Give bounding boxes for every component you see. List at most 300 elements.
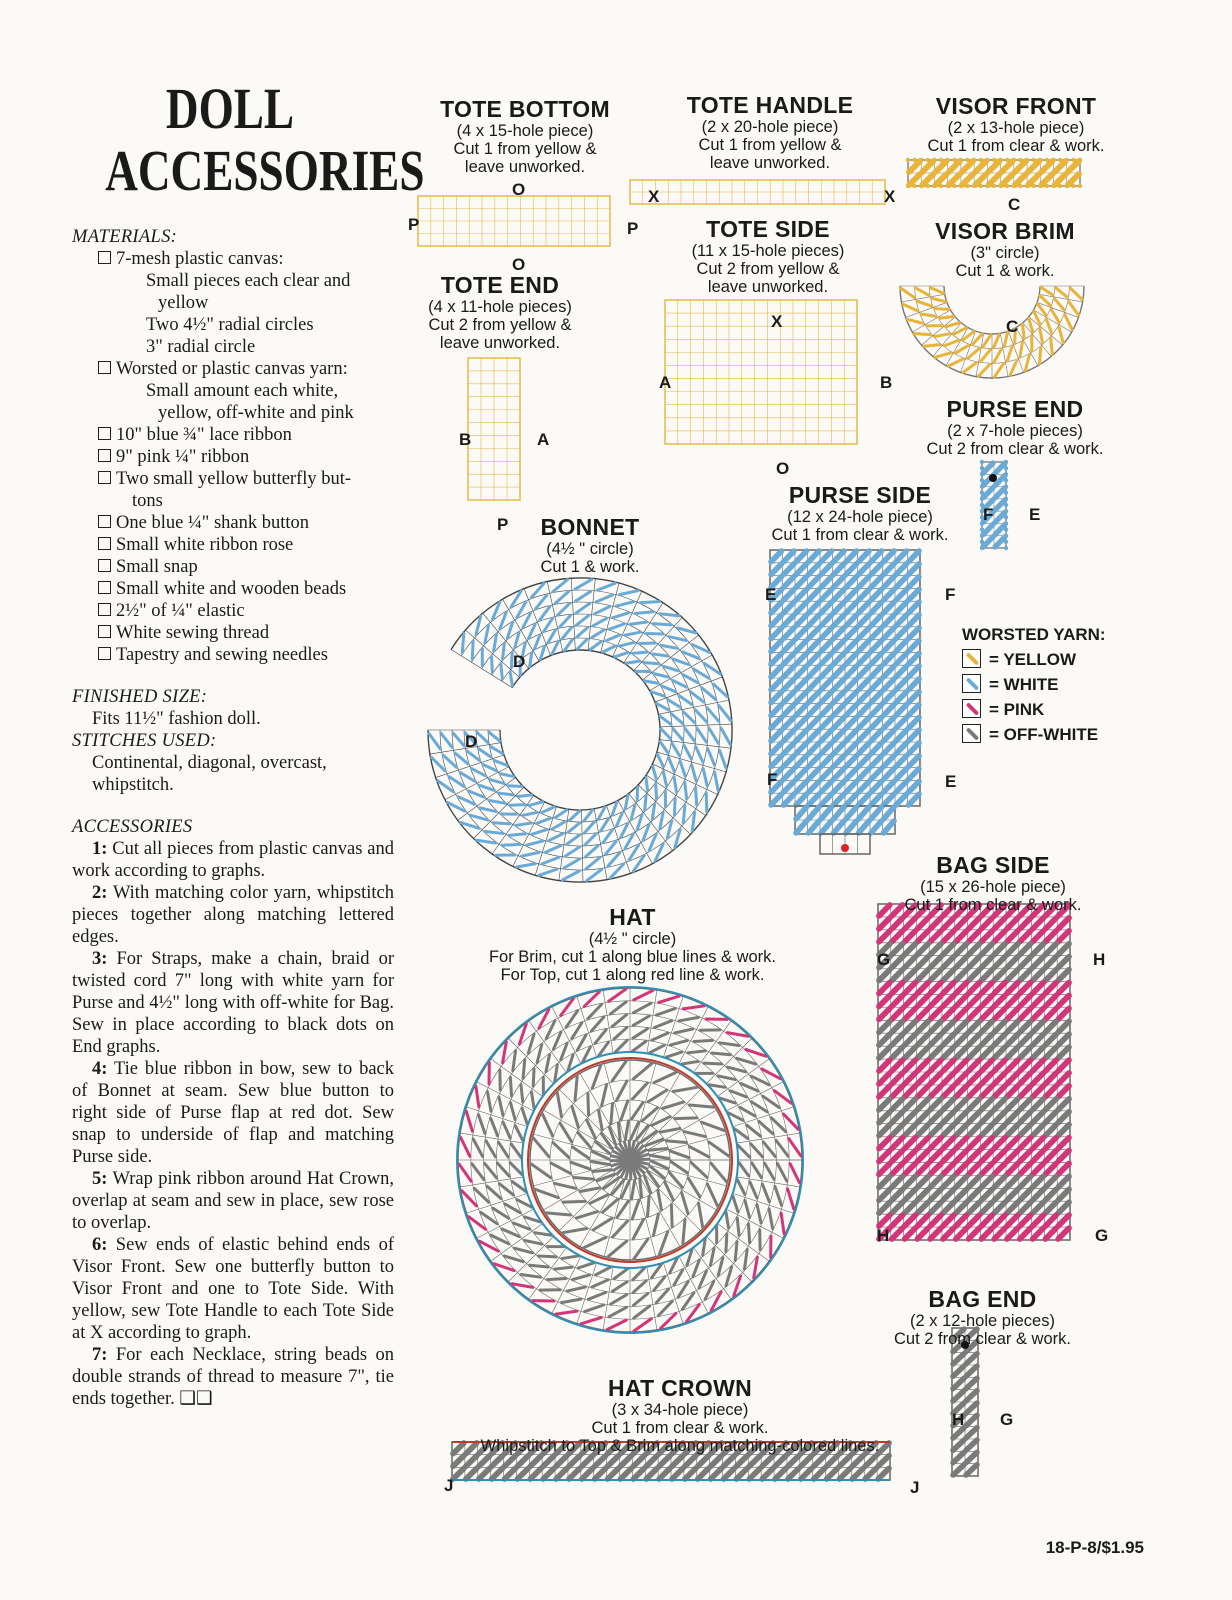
stitch bbox=[552, 822, 565, 829]
stitch bbox=[846, 641, 857, 652]
stitch bbox=[522, 852, 540, 856]
stitch bbox=[441, 733, 452, 747]
stitch bbox=[821, 564, 832, 575]
stitch bbox=[809, 794, 820, 805]
stitch bbox=[884, 756, 895, 767]
stitch bbox=[892, 1047, 903, 1058]
stitch bbox=[752, 1163, 762, 1178]
overcast-stitch bbox=[998, 184, 1002, 188]
stitch bbox=[879, 1034, 890, 1045]
stitch bbox=[1028, 174, 1039, 185]
stitch bbox=[1007, 1086, 1018, 1097]
stitch bbox=[884, 679, 895, 690]
stitch bbox=[750, 1182, 757, 1198]
stitch bbox=[669, 1172, 682, 1187]
stitch bbox=[455, 753, 468, 764]
stitch bbox=[650, 1045, 665, 1053]
stitch bbox=[784, 705, 795, 716]
stitch bbox=[896, 730, 907, 741]
stitch bbox=[1040, 347, 1041, 363]
stitch bbox=[943, 1215, 954, 1226]
stitch bbox=[905, 1151, 916, 1162]
stitch bbox=[981, 1125, 992, 1136]
spoke-line bbox=[477, 1082, 534, 1111]
stitch bbox=[917, 1008, 928, 1019]
overcast-stitch bbox=[985, 184, 989, 188]
stitch bbox=[508, 786, 522, 787]
stitch bbox=[535, 1233, 551, 1236]
stitch bbox=[871, 615, 882, 626]
stitch bbox=[922, 161, 933, 172]
stitch bbox=[571, 1162, 590, 1169]
stitch bbox=[661, 729, 671, 739]
stitch bbox=[821, 807, 832, 819]
stitch bbox=[884, 641, 895, 652]
stitch bbox=[896, 679, 907, 690]
stitch bbox=[599, 1110, 603, 1130]
stitch bbox=[555, 591, 568, 603]
stitch bbox=[846, 821, 857, 833]
stitch bbox=[1058, 931, 1069, 942]
stitch bbox=[634, 991, 653, 1000]
purse-end-label: PURSE END (2 x 7-hole pieces) Cut 2 from clear & work. bbox=[926, 396, 1104, 458]
stitch bbox=[477, 840, 496, 843]
stitch bbox=[846, 781, 857, 792]
stitch bbox=[953, 1391, 964, 1401]
stitch bbox=[966, 1440, 977, 1450]
stitch bbox=[981, 931, 992, 942]
stitch bbox=[859, 589, 870, 600]
overcast-stitch bbox=[965, 184, 969, 188]
stitch bbox=[859, 705, 870, 716]
spoke-line bbox=[466, 1107, 527, 1127]
stitch bbox=[884, 628, 895, 639]
stitch bbox=[846, 769, 857, 780]
stitch bbox=[1041, 287, 1053, 295]
stitch bbox=[637, 815, 642, 830]
stitch bbox=[602, 1085, 607, 1106]
stitch bbox=[492, 1468, 503, 1479]
stitch bbox=[525, 1240, 542, 1244]
stitch bbox=[647, 1196, 649, 1216]
stitch bbox=[771, 628, 782, 639]
tote-end-label: TOTE END (4 x 11-hole pieces) Cut 2 from yellow & leave unworked. bbox=[428, 272, 572, 352]
stitch bbox=[1020, 1189, 1031, 1200]
stitch bbox=[981, 1008, 992, 1019]
stitch bbox=[892, 1034, 903, 1045]
stitch bbox=[796, 730, 807, 741]
stitch bbox=[1033, 1176, 1044, 1187]
material-item: 9" pink ¼" ribbon bbox=[72, 446, 394, 468]
stitch bbox=[909, 161, 920, 172]
stitch bbox=[692, 812, 694, 831]
edge-label-p: P bbox=[408, 215, 420, 234]
stitch bbox=[1058, 1163, 1069, 1174]
stitch bbox=[563, 871, 580, 880]
spoke-line bbox=[737, 1177, 800, 1187]
stitches-text: whipstitch. bbox=[92, 775, 174, 795]
stitch bbox=[943, 1125, 954, 1136]
stitch bbox=[612, 1282, 627, 1292]
stitch bbox=[666, 1141, 686, 1143]
stitch bbox=[846, 756, 857, 767]
stitch bbox=[935, 353, 951, 357]
stitch bbox=[659, 1456, 670, 1467]
stitch bbox=[949, 161, 960, 172]
edge-label-d: D bbox=[465, 732, 478, 751]
stitch bbox=[834, 794, 845, 805]
stitch bbox=[718, 1076, 735, 1080]
stitch bbox=[487, 1092, 491, 1112]
button-dot bbox=[841, 844, 849, 852]
overcast-stitch bbox=[926, 184, 930, 188]
stitch bbox=[975, 161, 986, 172]
stitch bbox=[994, 1176, 1005, 1187]
stitch bbox=[809, 564, 820, 575]
strap-dot bbox=[989, 474, 997, 482]
stitch bbox=[674, 777, 677, 793]
instruction-step: 4: Tie blue ribbon in bow, sew to back of Bonnet at seam. Sew blue button to right side of Purse flap at red dot. Sew snap to underside of flap and matching Purse side. bbox=[72, 1059, 394, 1167]
stitch bbox=[513, 1051, 516, 1071]
yarn-legend bbox=[962, 622, 1106, 747]
stitch bbox=[577, 639, 587, 649]
stitch bbox=[956, 1073, 967, 1084]
stitch bbox=[680, 761, 685, 776]
stitch bbox=[462, 633, 464, 652]
stitch bbox=[1007, 918, 1018, 929]
stitch bbox=[909, 577, 920, 588]
overcast-stitch bbox=[919, 158, 923, 162]
overcast-stitch bbox=[992, 184, 996, 188]
stitch bbox=[616, 813, 622, 827]
stitch bbox=[679, 696, 692, 705]
stitch bbox=[930, 1073, 941, 1084]
stitch bbox=[654, 1072, 676, 1082]
stitch bbox=[633, 652, 648, 653]
stitch bbox=[762, 1456, 773, 1467]
stitch bbox=[943, 1138, 954, 1149]
stitch bbox=[1045, 1021, 1056, 1032]
stitch bbox=[503, 1122, 510, 1138]
stitch bbox=[771, 743, 782, 754]
stitch bbox=[558, 603, 570, 615]
stitch bbox=[1045, 983, 1056, 994]
overcast-stitch bbox=[952, 158, 956, 162]
stitch bbox=[646, 1468, 657, 1479]
stitch bbox=[499, 1097, 503, 1115]
stitch bbox=[871, 705, 882, 716]
material-item: Two small yellow butterfly but- bbox=[72, 468, 394, 490]
stitch bbox=[648, 1090, 667, 1102]
stitch bbox=[1007, 1202, 1018, 1213]
material-item: Tapestry and sewing needles bbox=[72, 644, 394, 666]
stitch bbox=[969, 1073, 980, 1084]
stitch bbox=[510, 1103, 515, 1120]
stitch bbox=[784, 628, 795, 639]
stitch bbox=[994, 1138, 1005, 1149]
stitch bbox=[737, 1180, 745, 1195]
material-item: One blue ¼" shank button bbox=[72, 512, 394, 534]
stitch bbox=[640, 602, 659, 603]
stitch bbox=[814, 1456, 825, 1467]
stitch bbox=[917, 1138, 928, 1149]
off-white-swatch-icon bbox=[962, 724, 981, 743]
stitch bbox=[660, 614, 679, 616]
stitch bbox=[1020, 983, 1031, 994]
finished-size-heading: FINISHED SIZE: bbox=[72, 687, 208, 707]
stitch bbox=[839, 1468, 850, 1479]
stitch bbox=[651, 692, 664, 696]
stitch bbox=[879, 983, 890, 994]
stitch bbox=[846, 564, 857, 575]
material-item: Worsted or plastic canvas yarn: bbox=[72, 358, 394, 380]
stitch bbox=[784, 577, 795, 588]
stitch bbox=[642, 1108, 657, 1121]
stitch bbox=[1058, 983, 1069, 994]
tote-side-graph-outline bbox=[665, 300, 857, 444]
stitch bbox=[660, 812, 663, 829]
stitch bbox=[865, 1468, 876, 1479]
stitch bbox=[485, 1163, 497, 1177]
stitch bbox=[789, 1139, 801, 1156]
stitch bbox=[1033, 918, 1044, 929]
stitch bbox=[909, 717, 920, 728]
stitch bbox=[645, 795, 646, 810]
stitch bbox=[493, 823, 510, 824]
stitch bbox=[521, 1274, 541, 1277]
legend-item: = OFF-WHITE bbox=[962, 722, 1106, 747]
stitch bbox=[584, 1237, 606, 1247]
stitch bbox=[907, 319, 923, 323]
stitch bbox=[930, 957, 941, 968]
stitch bbox=[1033, 1163, 1044, 1174]
stitch bbox=[809, 769, 820, 780]
stitch bbox=[917, 983, 928, 994]
stitch bbox=[1058, 1112, 1069, 1123]
hat-label: HAT (4½ " circle) For Brim, cut 1 along blue lines & work. For Top, cut 1 along red line & work. bbox=[488, 904, 777, 984]
stitch bbox=[981, 350, 991, 362]
stitch bbox=[659, 1232, 667, 1255]
stitch bbox=[483, 765, 496, 771]
stitch bbox=[1033, 1215, 1044, 1226]
stitch bbox=[654, 1021, 671, 1028]
stitch bbox=[466, 1468, 477, 1479]
stitch bbox=[969, 1034, 980, 1045]
stitch bbox=[884, 666, 895, 677]
stitch bbox=[966, 1391, 977, 1401]
stitch bbox=[557, 1093, 561, 1117]
stitch bbox=[1033, 970, 1044, 981]
stitch bbox=[896, 781, 907, 792]
stitch bbox=[921, 314, 936, 316]
stitch bbox=[917, 1073, 928, 1084]
stitch bbox=[1007, 1228, 1018, 1239]
stitch bbox=[587, 869, 602, 881]
overcast-stitch bbox=[1065, 158, 1069, 162]
stitch bbox=[821, 628, 832, 639]
stitch bbox=[612, 802, 617, 815]
stitch bbox=[884, 692, 895, 703]
stitch bbox=[859, 564, 870, 575]
stitch bbox=[834, 769, 845, 780]
stitch bbox=[956, 1034, 967, 1045]
stitch bbox=[953, 1452, 964, 1462]
stitch bbox=[981, 995, 992, 1006]
stitch bbox=[721, 728, 730, 745]
stitch bbox=[634, 1319, 651, 1331]
edge-label-f: F bbox=[983, 505, 994, 524]
stitch bbox=[983, 537, 993, 547]
stitch bbox=[453, 1468, 464, 1479]
stitch bbox=[821, 769, 832, 780]
stitch bbox=[846, 743, 857, 754]
stitch bbox=[709, 1085, 725, 1088]
overcast-stitch bbox=[965, 158, 969, 162]
stitch bbox=[956, 1228, 967, 1239]
stitch bbox=[1020, 1202, 1031, 1213]
stitch bbox=[917, 931, 928, 942]
overcast-stitch bbox=[945, 184, 949, 188]
stitch bbox=[1058, 1021, 1069, 1032]
stitch bbox=[969, 1228, 980, 1239]
stitch bbox=[591, 1017, 603, 1031]
stitch bbox=[930, 1060, 941, 1071]
stitch bbox=[673, 1087, 697, 1091]
stitch bbox=[633, 1268, 645, 1280]
stitch bbox=[905, 1112, 916, 1123]
stitch bbox=[930, 931, 941, 942]
stitch bbox=[479, 749, 491, 757]
spoke-line bbox=[679, 1007, 708, 1064]
stitch bbox=[510, 805, 525, 806]
stitch bbox=[531, 1092, 534, 1108]
stitch bbox=[892, 1176, 903, 1187]
edge-label-c: C bbox=[1006, 317, 1019, 336]
stitch bbox=[968, 348, 980, 358]
stitch bbox=[859, 756, 870, 767]
stitch bbox=[598, 807, 605, 819]
stitch bbox=[707, 708, 719, 722]
overcast-stitch bbox=[1025, 184, 1029, 188]
material-subitem: 3" radial circle bbox=[146, 337, 256, 357]
stitch bbox=[892, 1060, 903, 1071]
spoke-line bbox=[603, 1267, 613, 1330]
spoke-line bbox=[552, 1256, 581, 1313]
stitch bbox=[625, 795, 628, 809]
hat-crown-label: HAT CROWN (3 x 34-hole piece) Cut 1 from clear & work. Whipstitch to Top & Brim along matching-colored lines. bbox=[480, 1375, 880, 1455]
stitch bbox=[684, 745, 691, 759]
stitch bbox=[943, 1008, 954, 1019]
stitch bbox=[981, 1189, 992, 1200]
stitch bbox=[943, 1163, 954, 1174]
stitch bbox=[1045, 970, 1056, 981]
stitch bbox=[1010, 360, 1017, 375]
stitch bbox=[568, 823, 579, 832]
stitch bbox=[1065, 315, 1072, 330]
stitch bbox=[633, 1063, 652, 1079]
stitch bbox=[981, 957, 992, 968]
stitch bbox=[896, 628, 907, 639]
stitch bbox=[871, 679, 882, 690]
stitch bbox=[879, 931, 890, 942]
spoke-line bbox=[726, 1209, 783, 1238]
visor-brim-label: VISOR BRIM (3" circle) Cut 1 & work. bbox=[935, 218, 1075, 280]
stitch bbox=[1007, 931, 1018, 942]
stitch bbox=[697, 728, 706, 742]
edge-label-b: B bbox=[880, 373, 893, 392]
stitch bbox=[930, 918, 941, 929]
stitch bbox=[533, 1068, 534, 1086]
stitch bbox=[675, 1029, 693, 1033]
edge-label-a: A bbox=[537, 430, 550, 449]
bonnet-label: BONNET (4½ " circle) Cut 1 & work. bbox=[540, 514, 640, 576]
stitch bbox=[896, 602, 907, 613]
stitch bbox=[762, 1184, 769, 1201]
stitch bbox=[611, 1104, 613, 1124]
stitch bbox=[994, 1099, 1005, 1110]
stitch bbox=[892, 1008, 903, 1019]
stitch bbox=[682, 1061, 698, 1064]
stitch bbox=[501, 664, 503, 679]
stitch bbox=[671, 1205, 672, 1227]
visor-front-label: VISOR FRONT (2 x 13-hole piece) Cut 1 from clear & work. bbox=[927, 93, 1105, 155]
stitch bbox=[834, 705, 845, 716]
stitch bbox=[969, 1008, 980, 1019]
stitch bbox=[608, 1468, 619, 1479]
stitch bbox=[1020, 1176, 1031, 1187]
stitch bbox=[1033, 1073, 1044, 1084]
overcast-stitch bbox=[980, 478, 984, 482]
stitch bbox=[581, 1318, 601, 1324]
overcast-stitch bbox=[980, 534, 984, 538]
finished-size-text: Fits 11½" fashion doll. bbox=[92, 709, 261, 729]
stitch bbox=[953, 1378, 964, 1388]
stitch bbox=[653, 624, 671, 625]
stitch bbox=[477, 732, 488, 742]
stitch bbox=[995, 512, 1005, 522]
stitch bbox=[613, 1221, 628, 1237]
stitch bbox=[775, 1456, 786, 1467]
stitch bbox=[672, 1456, 683, 1467]
stitch bbox=[511, 1144, 521, 1157]
stitch bbox=[879, 918, 890, 929]
stitch bbox=[809, 628, 820, 639]
stitch bbox=[834, 730, 845, 741]
stitch bbox=[521, 1085, 523, 1103]
stitch bbox=[905, 1099, 916, 1110]
edge-label-e: E bbox=[765, 585, 777, 604]
overcast-stitch bbox=[952, 184, 956, 188]
stitch bbox=[552, 642, 558, 654]
stitch bbox=[1058, 957, 1069, 968]
stitch bbox=[489, 732, 500, 741]
stitch bbox=[1070, 288, 1082, 299]
stitch bbox=[932, 298, 946, 301]
stitch bbox=[956, 1086, 967, 1097]
stitch bbox=[917, 1176, 928, 1187]
stitch bbox=[529, 802, 542, 806]
stitch bbox=[654, 674, 668, 677]
stitch bbox=[709, 728, 718, 743]
stitch bbox=[480, 808, 496, 812]
stitch bbox=[672, 743, 680, 756]
overcast-stitch bbox=[1025, 158, 1029, 162]
stitch bbox=[543, 1456, 554, 1467]
stitch bbox=[509, 834, 526, 836]
stitch bbox=[646, 1456, 657, 1467]
overcast-stitch bbox=[1045, 184, 1049, 188]
stitch bbox=[744, 1249, 747, 1269]
